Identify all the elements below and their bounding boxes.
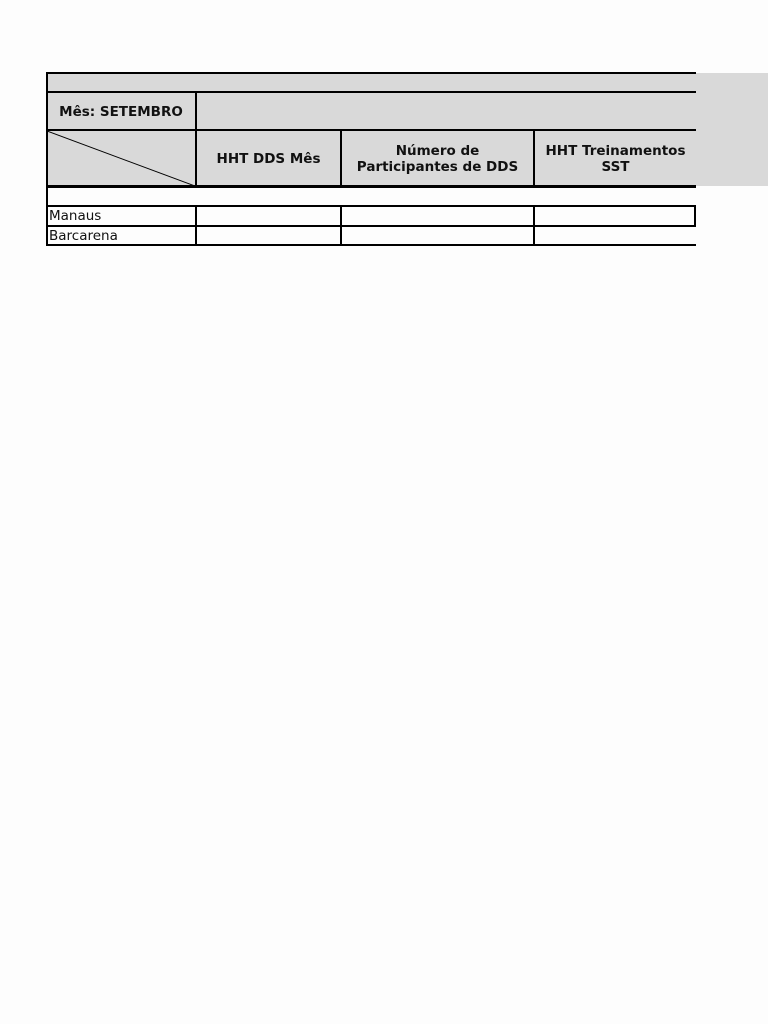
grid-line: [533, 129, 535, 187]
spacer-row[interactable]: [47, 188, 695, 206]
column-header-participants[interactable]: Número de Participantes de DDS: [342, 131, 533, 186]
grid-line: [195, 205, 197, 246]
grid-line: [46, 205, 696, 207]
grid-line: [46, 225, 696, 227]
column-header-hht-dds[interactable]: HHT DDS Mês: [197, 131, 340, 186]
header-fill-extension: [695, 73, 768, 186]
month-row-empty-cell[interactable]: [197, 93, 696, 130]
title-band-cell[interactable]: [46, 73, 696, 92]
table-cell[interactable]: [342, 206, 533, 226]
diagonal-divider: [47, 131, 195, 186]
grid-line: [46, 185, 696, 188]
table-cell[interactable]: [535, 226, 696, 246]
table-cell[interactable]: [535, 206, 695, 226]
grid-line: [694, 205, 696, 227]
grid-line: [195, 93, 197, 187]
grid-line: [46, 91, 696, 93]
corner-cell[interactable]: [47, 131, 195, 186]
grid-line: [46, 72, 696, 74]
month-cell[interactable]: Mês: SETEMBRO: [47, 93, 195, 130]
grid-line: [46, 244, 696, 246]
grid-line: [533, 205, 535, 246]
spreadsheet-table: [46, 72, 696, 247]
table-cell[interactable]: [197, 206, 340, 226]
table-cell[interactable]: [342, 226, 533, 246]
grid-line: [46, 72, 48, 246]
grid-line: [340, 205, 342, 246]
grid-line: [46, 129, 696, 131]
table-cell[interactable]: [197, 226, 340, 246]
column-header-hht-training[interactable]: HHT Treinamentos SST: [535, 131, 696, 186]
row-label-manaus[interactable]: Manaus: [49, 208, 102, 224]
grid-line: [340, 129, 342, 187]
row-label-barcarena[interactable]: Barcarena: [49, 228, 118, 244]
